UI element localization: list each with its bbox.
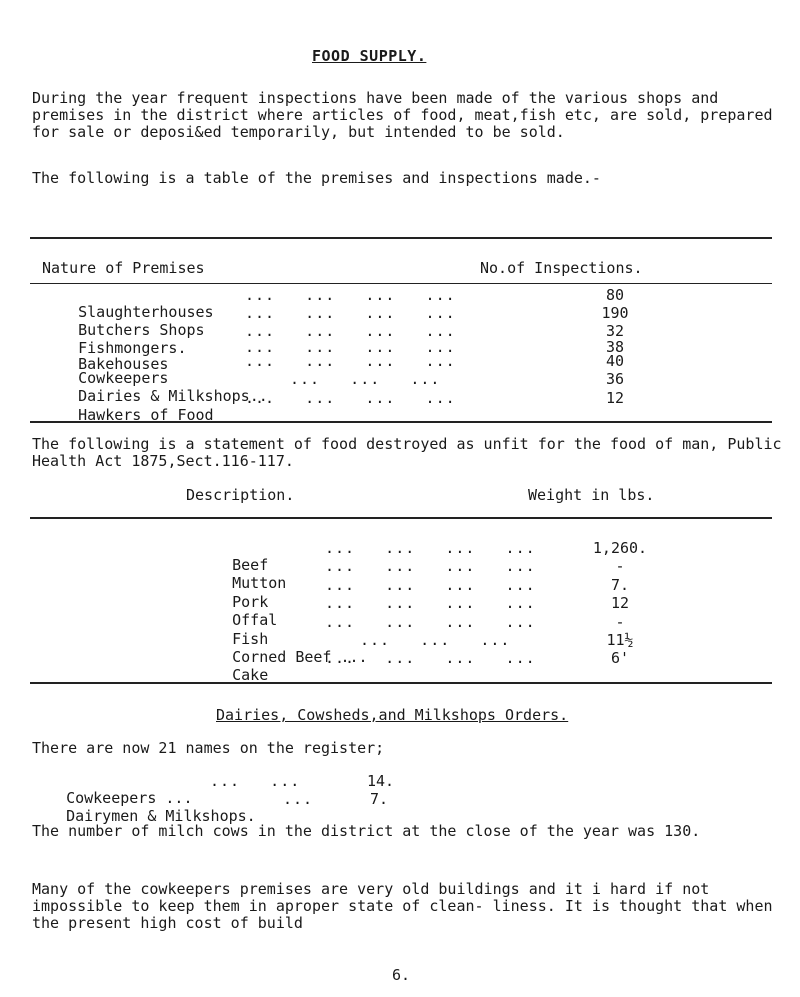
food-name: Cake (232, 666, 269, 684)
leader-dots: ... ... ... ... (245, 389, 456, 407)
table-bottom-rule (30, 421, 772, 423)
table-header-rule (30, 283, 772, 284)
leader-dots: ... ... ... ... (325, 594, 536, 612)
table-row (196, 614, 269, 648)
table-row (42, 305, 205, 339)
table-row (196, 650, 269, 684)
description-col-header: Description. (186, 486, 295, 504)
leader-dots: ... (283, 790, 314, 808)
register-name: Cowkeepers ... (66, 789, 193, 807)
statement-paragraph: The following is a statement of food destroyed as unfit for the food of man, Public Health Act 1875,Sect.116-117. (32, 435, 782, 470)
leader-dots: ... ... ... ... (245, 352, 456, 370)
leader-dots: ... ... ... ... (245, 322, 456, 340)
inspection-count: 190 (601, 304, 629, 322)
table-row (196, 558, 287, 592)
milch-paragraph: The number of milch cows in the district at the close of the year was 130. (32, 822, 701, 840)
leader-dots: ... ... ... ... (325, 613, 536, 631)
leader-dots: ... ... ... (290, 370, 441, 388)
food-weight: 6' (610, 649, 630, 667)
register-count: 14. (367, 772, 395, 790)
inspection-count: 32 (605, 322, 625, 340)
table-row (196, 632, 368, 666)
table-row (42, 390, 214, 424)
table-row (42, 353, 169, 387)
register-count: 7. (370, 790, 389, 808)
premises-name: Hawkers of Food (78, 406, 214, 424)
inspection-count: 40 (605, 352, 625, 370)
leader-dots: ... ... ... ... (325, 539, 536, 557)
food-name: Mutton (232, 574, 287, 592)
premises-name: Butchers Shops (78, 321, 205, 339)
weight-col-header: Weight in lbs. (528, 486, 655, 504)
register-line: There are now 21 names on the register; (32, 739, 385, 757)
food-weight: - (615, 557, 625, 575)
table-row (196, 595, 278, 629)
food-name: Corned Beef ... (232, 648, 368, 666)
leader-dots: ... ... ... ... (325, 649, 536, 667)
food-name: Pork (232, 593, 269, 611)
leader-dots: ... ... (210, 772, 301, 790)
page-title: FOOD SUPPLY. (312, 47, 427, 65)
list-item (48, 791, 256, 825)
inspections-col-header: No.of Inspections. (480, 259, 643, 277)
table-row (42, 323, 187, 357)
premises-name: Fishmongers. (78, 339, 187, 357)
inspection-count: 36 (605, 370, 625, 388)
food-weight: 1,260. (592, 539, 648, 557)
food-name: Fish (232, 630, 269, 648)
premises-name: Cowkeepers (78, 369, 169, 387)
dairies-heading: Dairies, Cowsheds,and Milkshops Orders. (216, 706, 569, 724)
page-number: 6. (392, 966, 411, 984)
leader-dots: ... ... ... ... (245, 338, 456, 356)
inspection-count: 12 (605, 389, 625, 407)
food-weight: 12 (610, 594, 630, 612)
table-row (42, 287, 214, 321)
food-table-top-rule (30, 517, 772, 519)
closing-paragraph: Many of the cowkeepers premises are very old buildings and it i hard if not impossible to keep them in aproper state of clean- liness. It is thought that when the present high cost of build (32, 880, 773, 932)
premises-col-header: Nature of Premises (42, 259, 205, 277)
table-row (42, 371, 268, 405)
leader-dots: ... ... ... ... (245, 286, 456, 304)
food-weight: 11½ (606, 631, 634, 649)
table-top-rule (30, 237, 772, 239)
premises-name: Dairies & Milkshops.. (78, 387, 268, 405)
inspection-count: 38 (605, 338, 625, 356)
inspection-count: 80 (605, 286, 625, 304)
intro-paragraph: During the year frequent inspections have been made of the various shops and premises in the district where articles of food, meat,fish etc, are sold, prepared for sale or deposi&ed temporarily, but intended to be sold. (32, 89, 773, 141)
leader-dots: ... ... ... ... (325, 576, 536, 594)
leader-dots: ... ... ... ... (325, 557, 536, 575)
leader-dots: ... ... ... ... (245, 304, 456, 322)
register-name: Dairymen & Milkshops. (66, 807, 256, 825)
food-name: Offal (232, 611, 278, 629)
intro-paragraph-2: The following is a table of the premises and inspections made.- (32, 169, 601, 187)
food-weight: - (615, 613, 625, 631)
food-table-bottom-rule (30, 682, 772, 684)
premises-name: Slaughterhouses (78, 303, 214, 321)
food-weight: 7. (610, 576, 630, 594)
premises-name: Bakehouses (78, 355, 169, 373)
leader-dots: ... ... ... (360, 631, 511, 649)
list-item (48, 773, 193, 807)
food-name: Beef (232, 556, 269, 574)
table-row (196, 577, 269, 611)
table-row (196, 540, 269, 574)
